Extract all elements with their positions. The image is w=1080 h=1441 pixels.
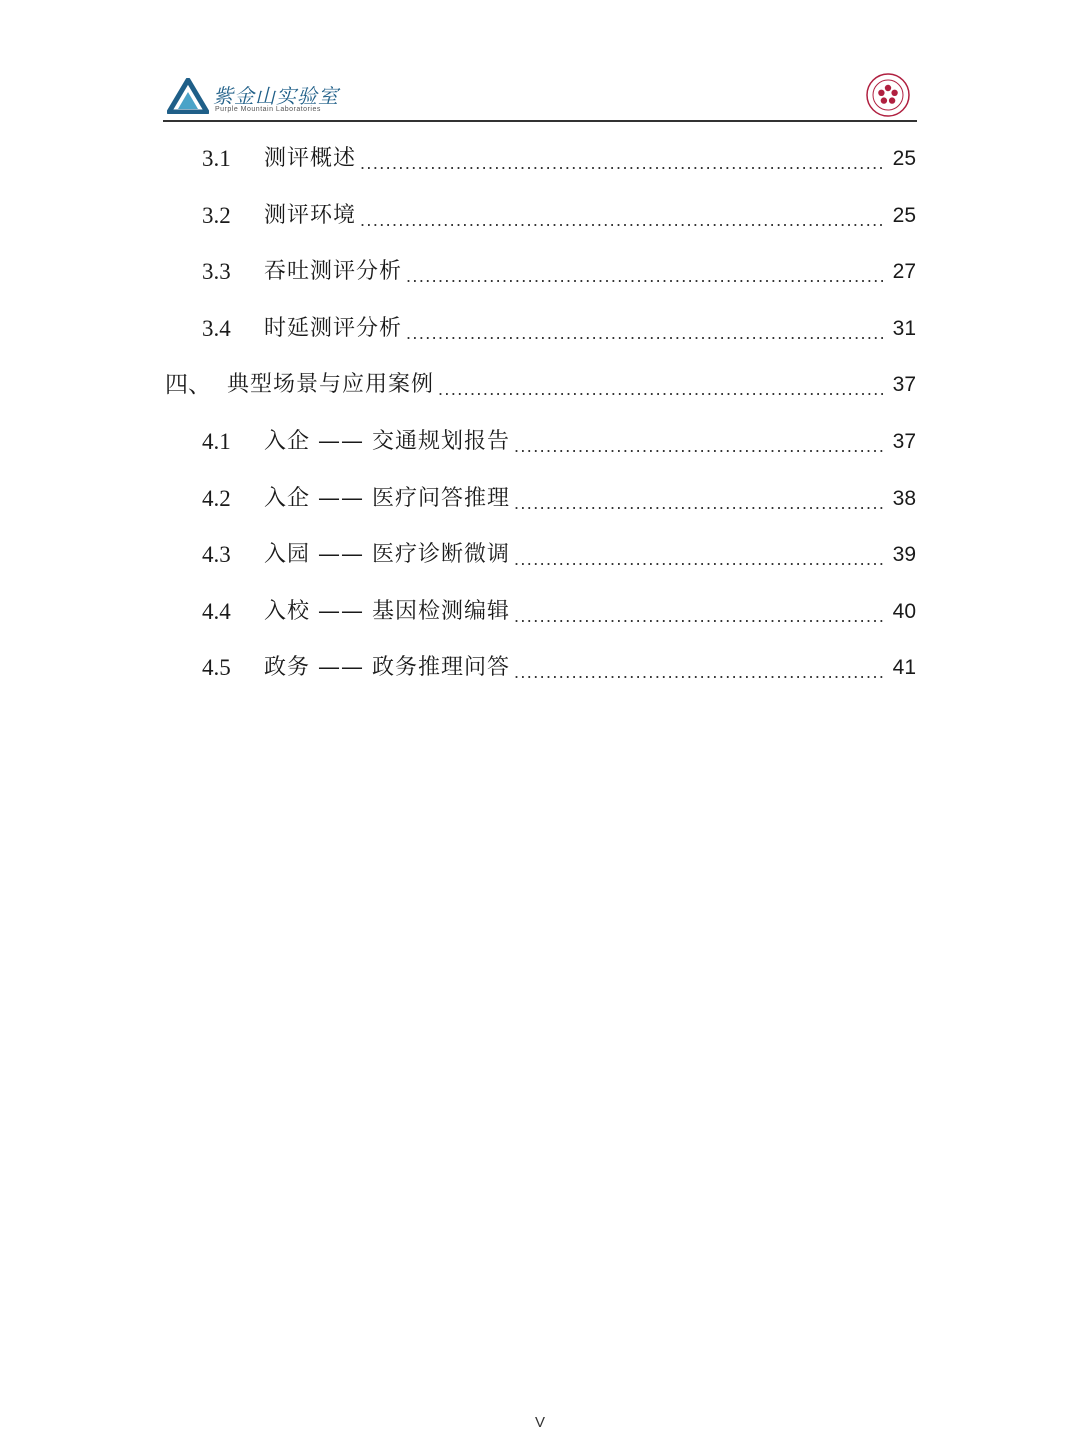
toc-leader-dots bbox=[438, 372, 886, 406]
toc-entry-page: 27 bbox=[892, 260, 916, 283]
toc-entry-number: 4.4 bbox=[202, 599, 231, 624]
toc-chapter-title: 典型场景与应用案例 bbox=[227, 372, 435, 397]
toc-entry-page: 37 bbox=[892, 430, 916, 453]
toc-entry-number: 4.3 bbox=[202, 542, 231, 567]
toc-entry-number: 3.2 bbox=[202, 203, 231, 228]
toc-entry-title: 入校 —— 基因检测编辑 bbox=[264, 599, 510, 624]
toc-leader-dots bbox=[406, 316, 886, 350]
toc-chapter-page: 37 bbox=[892, 373, 916, 396]
logo-chinese-text: 紫金山实验室 bbox=[213, 84, 339, 108]
toc-entry-page: 40 bbox=[892, 600, 916, 623]
toc-leader-dots bbox=[514, 429, 886, 463]
toc-chapter-entry[interactable] bbox=[165, 368, 916, 402]
toc-leader-dots bbox=[406, 259, 886, 293]
toc-entry[interactable] bbox=[202, 651, 916, 685]
toc-leader-dots bbox=[514, 599, 886, 633]
toc-entry-page: 25 bbox=[892, 147, 916, 170]
toc-entry-number: 3.3 bbox=[202, 259, 231, 284]
footer-page-number: V bbox=[534, 1414, 545, 1431]
toc-entry-title: 吞吐测评分析 bbox=[264, 259, 403, 284]
toc-leader-dots bbox=[360, 146, 886, 180]
toc-entry-page: 38 bbox=[892, 487, 916, 510]
toc-entry-page: 25 bbox=[892, 204, 916, 227]
toc-entry-title: 入企 —— 医疗问答推理 bbox=[264, 486, 510, 511]
toc-entry[interactable] bbox=[202, 595, 916, 629]
toc-entry-page: 41 bbox=[892, 656, 916, 679]
toc-leader-dots bbox=[360, 203, 886, 237]
toc-entry-title: 时延测评分析 bbox=[264, 316, 403, 341]
toc-leader-dots bbox=[514, 542, 886, 576]
toc-entry-title: 测评概述 bbox=[264, 146, 357, 171]
toc-entry[interactable] bbox=[202, 199, 916, 233]
page-header bbox=[163, 70, 917, 122]
toc-entry-number: 4.2 bbox=[202, 486, 231, 511]
toc-entry[interactable] bbox=[202, 142, 916, 176]
toc-entry-title: 入企 —— 交通规划报告 bbox=[264, 429, 510, 454]
logo-triangle-icon bbox=[167, 78, 209, 114]
logo-english-text: Purple Mountain Laboratories bbox=[215, 106, 321, 113]
toc-entry-page: 31 bbox=[892, 317, 916, 340]
toc-entry[interactable] bbox=[202, 425, 916, 459]
toc-entry[interactable] bbox=[202, 482, 916, 516]
toc-entry-page: 39 bbox=[892, 543, 916, 566]
toc-entry-title: 入园 —— 医疗诊断微调 bbox=[264, 542, 510, 567]
toc-leader-dots bbox=[514, 655, 886, 689]
toc-leader-dots bbox=[514, 486, 886, 520]
header-rule bbox=[163, 120, 917, 122]
toc-chapter-number: 四、 bbox=[165, 372, 211, 397]
toc-entry-number: 4.1 bbox=[202, 429, 231, 454]
toc-entry[interactable] bbox=[202, 255, 916, 289]
seal-emblem-icon bbox=[865, 72, 911, 118]
toc-entry-number: 3.4 bbox=[202, 316, 231, 341]
toc-entry-number: 4.5 bbox=[202, 655, 231, 680]
toc-entry[interactable] bbox=[202, 538, 916, 572]
toc-entry-title: 政务 —— 政务推理问答 bbox=[264, 655, 510, 680]
toc-entry-number: 3.1 bbox=[202, 146, 231, 171]
toc-entry[interactable] bbox=[202, 312, 916, 346]
toc-entry-title: 测评环境 bbox=[264, 203, 357, 228]
purple-mountain-logo bbox=[167, 74, 347, 118]
